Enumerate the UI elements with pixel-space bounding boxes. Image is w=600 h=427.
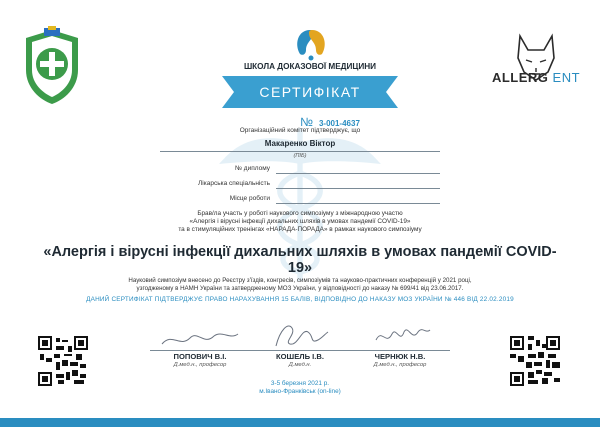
event-date-line-1: 3-5 березня 2021 р.	[270, 380, 330, 387]
signature-1-icon	[160, 322, 240, 352]
signature-line-2	[250, 350, 350, 351]
registry-info-line-1: Науковий симпозіум внесено до Реєстру з'їздів, конгресів, симпозіумів та науково-практичних конференцій у 2021 році,	[128, 277, 472, 284]
participation-line-1: Брав/ла участь у роботі наукового симпозіуму з міжнародною участю	[197, 210, 403, 217]
signature-3-icon	[372, 320, 432, 352]
points-note: ДАНИЙ СЕРТИФІКАТ ПІДТВЕРДЖУЄ ПРАВО НАРАХУВАННЯ 15 БАЛІВ, ВІДПОВІДНО ДО НАКАЗУ МОЗ УКРАЇНИ № 446 ВІД 22.02.2019	[86, 296, 514, 303]
signature-line-3	[350, 350, 450, 351]
participation-line-3: та в стимуляційних тренінгах «НАРАДА-ПОРАДА» в рамках наукового симпозіуму	[178, 226, 422, 233]
registry-info	[40, 277, 560, 293]
signature-role-3: Д.мед.н., професор	[373, 362, 427, 368]
diploma-line	[276, 173, 440, 174]
qr-code-left-icon	[38, 336, 88, 386]
qr-code-right-icon	[510, 336, 560, 386]
confirm-text: Організаційний комітет підтверджує, що	[239, 127, 361, 134]
signature-2-icon	[270, 318, 330, 352]
pib-label: (ПІБ)	[293, 153, 307, 159]
school-logo-icon	[290, 24, 332, 64]
participation-line-2: «Алергія і вірусні інфекції дихальних шляхів в умовах пандемії COVID-19»	[189, 218, 411, 225]
school-title: ШКОЛА ДОКАЗОВОЇ МЕДИЦИНИ	[243, 62, 377, 71]
bottom-band	[0, 418, 600, 427]
signature-role-1: Д.мед.н., професор	[173, 362, 227, 368]
person-name: Макаренко Віктор	[264, 139, 336, 148]
registry-info-line-2: узгодженому в НАМН України та затвердженому МОЗ України, у відповідності до наказу № 699/41 від 23.06.2017.	[136, 285, 464, 292]
main-title: «Алергія і вірусні інфекції дихальних шляхів в умовах пандемії COVID-19»	[43, 244, 557, 276]
diploma-label: № диплому	[235, 165, 270, 172]
brand-name: ALLERG ENT	[491, 70, 581, 85]
signature-role-2: Д.мед.н.	[288, 362, 312, 368]
signature-name-3: ЧЕРНЮК Н.В.	[374, 352, 426, 361]
work-label: Місце роботи	[229, 195, 270, 202]
signature-name-1: ПОПОВИЧ В.І.	[173, 352, 227, 361]
event-date	[200, 380, 400, 396]
signature-line-1	[150, 350, 250, 351]
name-line	[160, 151, 440, 152]
medical-emblem-icon	[20, 26, 84, 108]
work-line	[276, 203, 440, 204]
specialty-line	[276, 188, 440, 189]
certificate-number: № 3-001-4637	[300, 115, 360, 129]
signature-name-2: КОШЕЛЬ І.В.	[276, 352, 324, 361]
event-date-line-2: м.Івано-Франківськ (on-line)	[259, 388, 341, 395]
cat-icon	[488, 28, 584, 98]
specialty-label: Лікарська спеціальність	[198, 180, 270, 187]
certificate-heading: СЕРТИФІКАТ	[259, 84, 361, 100]
